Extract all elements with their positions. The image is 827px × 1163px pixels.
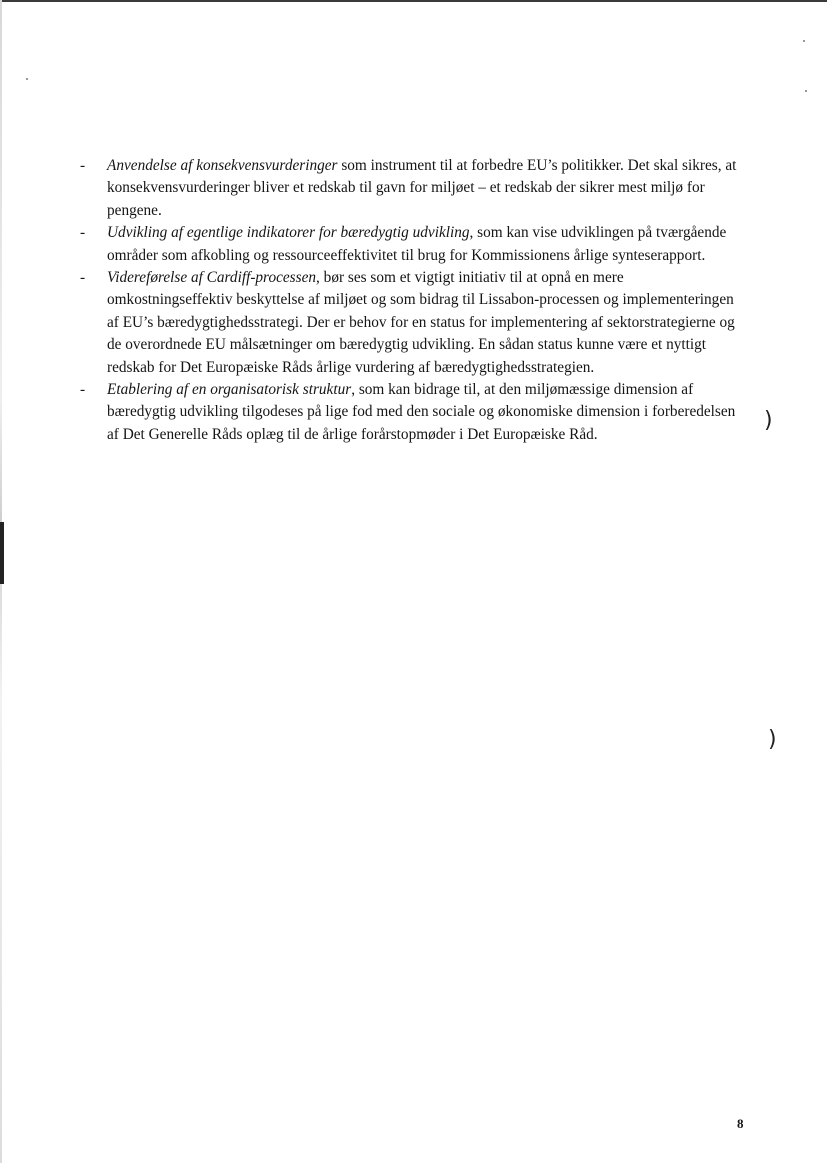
bullet-item (80, 155, 746, 222)
bullet-body: , bør ses som et vigtigt initiativ til at opnå en mere omkostningseffektiv beskyttelse af miljøet og som bidrag til Lissabon-processen og implementeringen af EU’s bæredygtighedsstrategi. Der er behov for en status for implementering af sektorstrategierne og de overordnede EU målsætninger om bæredygtig udvikling. En sådan status kunne være et nyttigt redskab for Det Europæiske Råds årlige vurdering af bæredygtighedsstrategien. (107, 269, 735, 376)
bullet-lead: Anvendelse af konsekvensvurderinger (107, 157, 338, 174)
bullet-item (80, 379, 746, 446)
page-number: 8 (737, 1116, 744, 1131)
bullet-text (107, 379, 746, 446)
bullet-item (80, 267, 746, 379)
bullet-body: , som kan vise udviklingen på tværgående områder som afkobling og ressourceeffektivitet til brug for Kommissionens årlige synteserapport. (107, 224, 727, 264)
scan-speck (805, 90, 807, 92)
bullet-text (107, 222, 746, 267)
scan-top-edge-line (0, 0, 827, 2)
punch-hole-mark: ) (764, 408, 773, 433)
bullet-dash: - (80, 269, 86, 287)
bullet-text (107, 267, 746, 379)
scan-speck (26, 78, 28, 80)
bullet-lead: Videreførelse af Cardiff-processen (107, 269, 317, 287)
bullet-item (80, 222, 746, 267)
scan-left-margin-mark (0, 522, 4, 584)
scan-speck (803, 40, 805, 42)
bullet-dash: - (80, 157, 86, 174)
punch-hole-mark: ) (768, 727, 777, 752)
bullet-lead: Etablering af en organisatorisk struktur (107, 381, 352, 399)
document-body (80, 155, 746, 446)
bullet-dash: - (80, 381, 86, 399)
bullet-text (107, 155, 746, 222)
bullet-body: , som kan bidrage til, at den miljømæssige dimension af bæredygtig udvikling tilgodeses på lige fod med den sociale og økonomiske dimension i forberedelsen af Det Generelle Råds oplæg til de årlige forårstopmøder i Det Europæiske Råd. (107, 381, 736, 443)
bullet-body: som instrument til at forbedre EU’s politikker. Det skal sikres, at konsekvensvurderinger bliver et redskab til gavn for miljøet – et redskab der sikrer mest miljø for pengene. (107, 157, 737, 219)
bullet-lead: Udvikling af egentlige indikatorer for bæredygtig udvikling (107, 224, 470, 242)
bullet-dash: - (80, 224, 86, 242)
